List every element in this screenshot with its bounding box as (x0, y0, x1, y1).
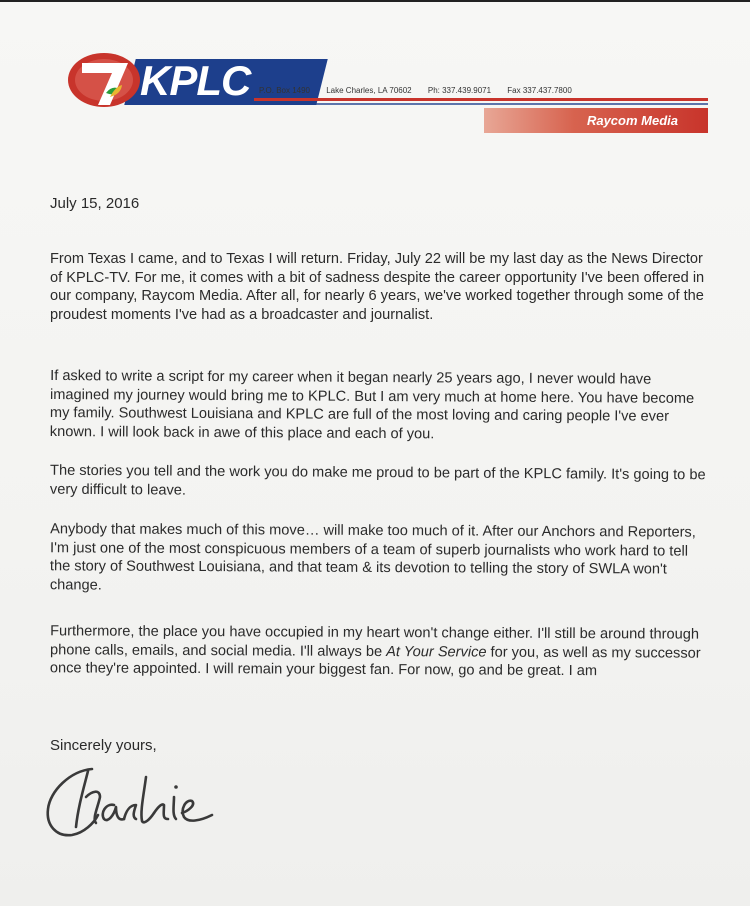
paragraph-5 (50, 622, 710, 681)
letterhead-red-rule (254, 98, 708, 101)
phone: Ph: 337.439.9071 (427, 86, 492, 95)
raycom-media-banner: Raycom Media (484, 108, 708, 133)
letterhead-blue-rule (254, 103, 708, 105)
po-box: P.O. Box 1490 (259, 86, 310, 95)
paragraph-5-part-1: Furthermore, the place you have occupied in my heart won't change either. I'll still be around through phone calls, emails, and social media. I'll always be (49, 623, 700, 660)
paragraph-4: Anybody that makes much of this move… will make too much of it. After our Anchors and Reporters, I'm just one of the most conspicuous members of a team of superb journalists who work hard to tell the story of Southwest Louisiana, and that team & its devotion to telling the story of SWLA won't change. (49, 521, 696, 594)
paragraph-2: If asked to write a script for my career when it began nearly 25 years ago, I never would have imagined my journey would bring me to KPLC. But I am very much at home here. You have become my family. Southwest Louisiana and KPLC are full of the most loving and caring people I've ever known. I will look back in awe of this place and each of you. (49, 367, 695, 443)
handwritten-signature (40, 757, 230, 847)
letter-date: July 15, 2016 (50, 195, 140, 212)
paragraph-3: The stories you tell and the work you do make me proud to be part of the KPLC family. It's going to be very difficult to leave. (49, 462, 706, 499)
paragraph-1: From Texas I came, and to Texas I will return. Friday, July 22 will be my last day as the News Director of KPLC-TV. For me, it comes with a bit of sadness despite the career opportunity I've been offered in our company, Raycom Media. After all, for nearly 6 years, we've worked together through some of the proudest moments I've had as a broadcaster and journalist. (50, 251, 705, 323)
letterhead-address (259, 86, 679, 95)
closing: Sincerely yours, (50, 737, 157, 754)
city: Lake Charles, LA 70602 (326, 86, 412, 95)
paragraph-5-part-2: for you, as well as my successor once they're appointed. I will remain your biggest fan. For now, go and be great. I am (49, 644, 701, 680)
paragraph-5-emphasis: At Your Service (386, 643, 487, 661)
fax: Fax 337.437.7800 (507, 86, 572, 95)
kplc-logo (66, 49, 266, 111)
logo-wordmark: KPLC (140, 57, 251, 104)
